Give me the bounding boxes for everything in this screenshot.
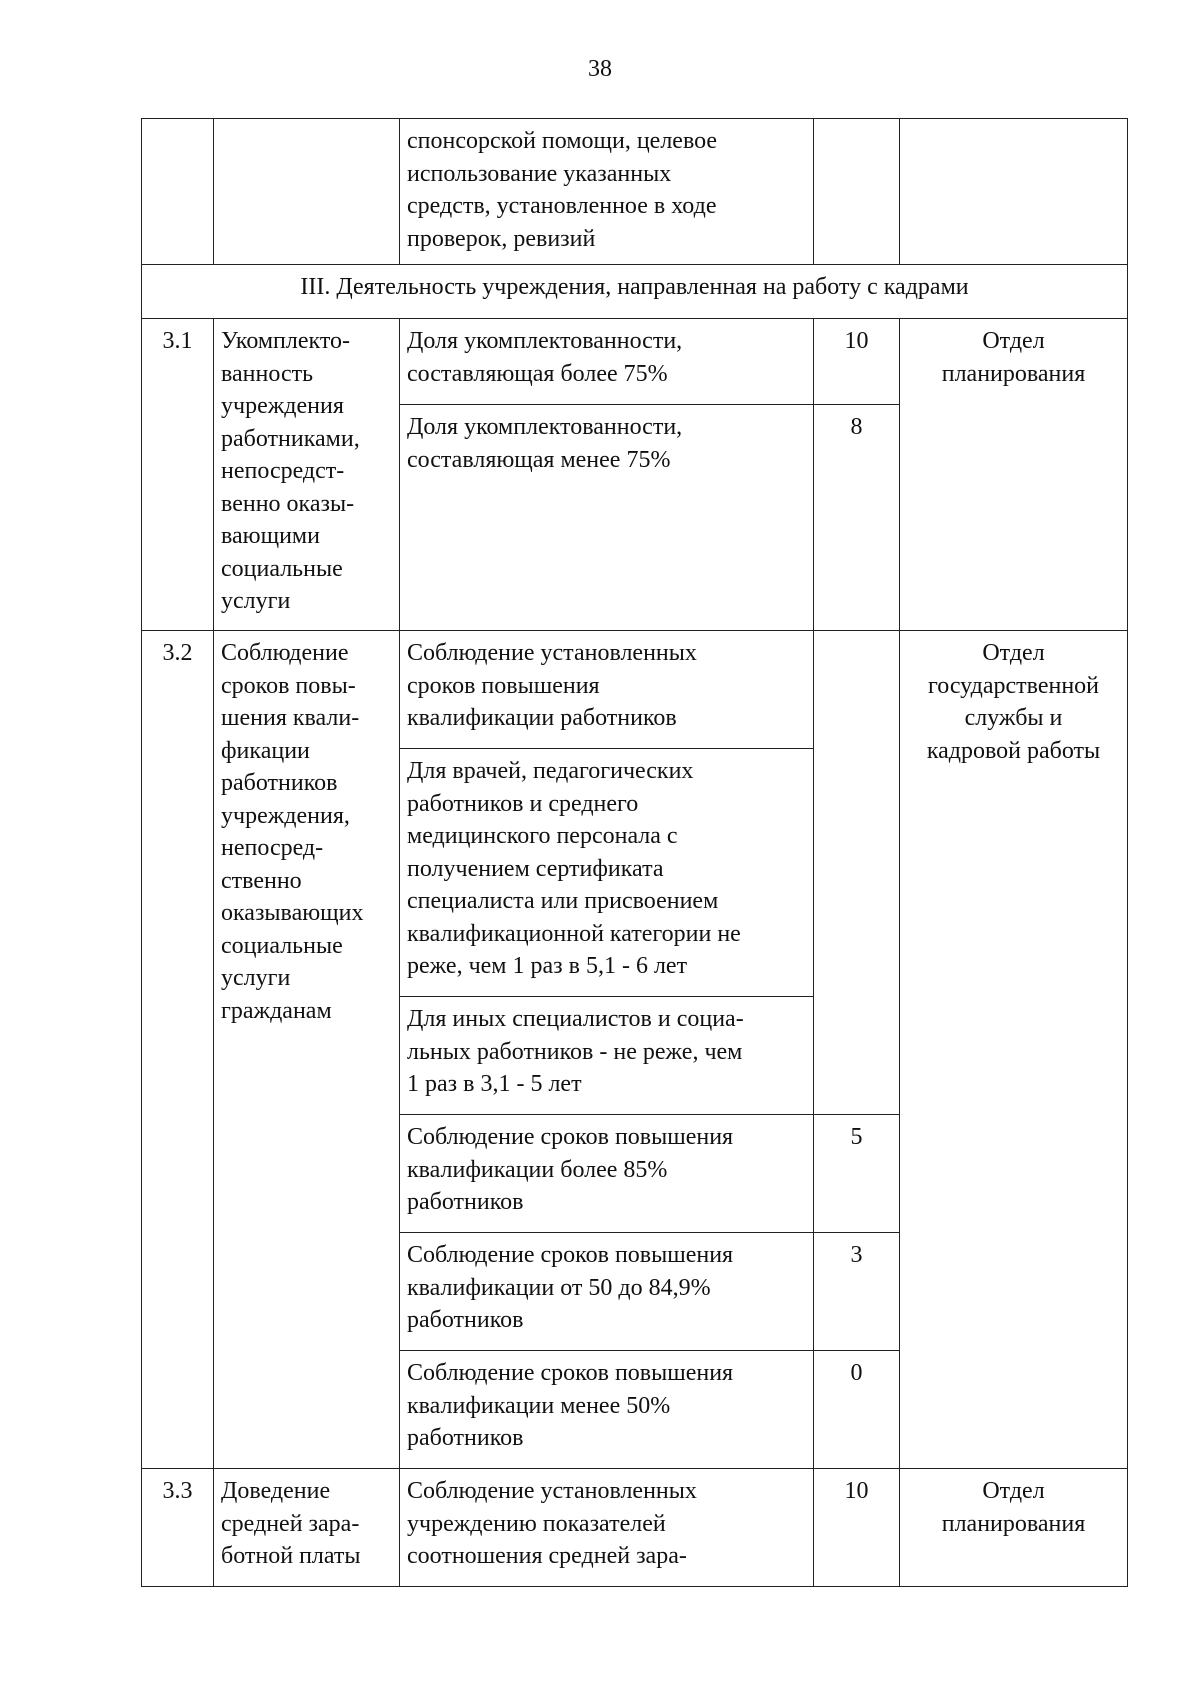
criterion-text: Соблюдение установленных сроков повышения квалификации работников: [407, 640, 697, 731]
score-cell: 3: [814, 1233, 900, 1351]
score-cell: 0: [814, 1351, 900, 1469]
criterion-text: Доля укомплектованности, составляющая менее 75%: [407, 414, 683, 473]
criterion-cell: [400, 631, 814, 749]
item-number: 3.1: [142, 319, 214, 631]
score-cell: 10: [814, 319, 900, 405]
indicator-cell: [214, 1469, 400, 1587]
criterion-cell: [400, 1115, 814, 1233]
criterion-text: Соблюдение установленных учреждению показателей соотношения средней зара-: [407, 1478, 697, 1569]
score-cell: [814, 119, 900, 265]
criterion-text: Соблюдение сроков повышения квалификации более 85% работников: [407, 1124, 734, 1215]
responsible-text: Отдел планирования: [941, 328, 1086, 387]
criterion-cell: [400, 1233, 814, 1351]
table-row: [142, 319, 1128, 405]
criterion-text: спонсорской помощи, целевое использование указанных средств, установленное в ходе проверок, ревизий: [407, 128, 718, 252]
criteria-table: [141, 118, 1128, 1587]
criterion-cell: [400, 997, 814, 1115]
table-row: [142, 631, 1128, 749]
criterion-cell: [400, 319, 814, 405]
criterion-text: Соблюдение сроков повышения квалификации от 50 до 84,9% работников: [407, 1242, 734, 1333]
responsible-text: Отдел государственной службы и кадровой работы: [926, 640, 1101, 764]
score-cell: [814, 631, 900, 1115]
responsible-text: Отдел планирования: [941, 1478, 1086, 1537]
responsible-cell: [900, 319, 1128, 631]
criterion-cell: [400, 749, 814, 997]
criterion-text: Доля укомплектованности, составляющая более 75%: [407, 328, 683, 387]
item-number: 3.3: [142, 1469, 214, 1587]
score-cell: 10: [814, 1469, 900, 1587]
criterion-text: Для иных специалистов и социа- льных работников - не реже, чем 1 раз в 3,1 - 5 лет: [407, 1006, 744, 1097]
responsible-cell: [900, 1469, 1128, 1587]
indicator-cell: [214, 119, 400, 265]
criterion-text: Соблюдение сроков повышения квалификации менее 50% работников: [407, 1360, 734, 1451]
criterion-cell: [400, 119, 814, 265]
item-number: 3.2: [142, 631, 214, 1469]
section-row: [142, 265, 1128, 319]
criterion-cell: [400, 405, 814, 631]
score-cell: 8: [814, 405, 900, 631]
criterion-cell: [400, 1469, 814, 1587]
table-row: [142, 1469, 1128, 1587]
number-cell: [142, 119, 214, 265]
responsible-cell: [900, 631, 1128, 1469]
score-cell: 5: [814, 1115, 900, 1233]
indicator-text: Укомплекто- ванность учреждения работниками, непосредст- венно оказы- вающими социальные услуги: [221, 328, 360, 614]
responsible-cell: [900, 119, 1128, 265]
page-number: 38: [588, 56, 612, 82]
indicator-cell: [214, 631, 400, 1469]
indicator-cell: [214, 319, 400, 631]
indicator-text: Соблюдение сроков повы- шения квали- фикации работников учреждения, непосред- ственно оказывающих социальные услуги гражданам: [221, 640, 364, 1024]
criterion-cell: [400, 1351, 814, 1469]
criterion-text: Для врачей, педагогических работников и среднего медицинского персонала с получением сертификата специалиста или присвоением квалификационной категории не реже, чем 1 раз в 5,1 - 6 лет: [407, 758, 741, 979]
indicator-text: Доведение средней зара- ботной платы: [221, 1478, 361, 1569]
table-row: [142, 119, 1128, 265]
section-title: III. Деятельность учреждения, направленная на работу с кадрами: [142, 265, 1128, 319]
